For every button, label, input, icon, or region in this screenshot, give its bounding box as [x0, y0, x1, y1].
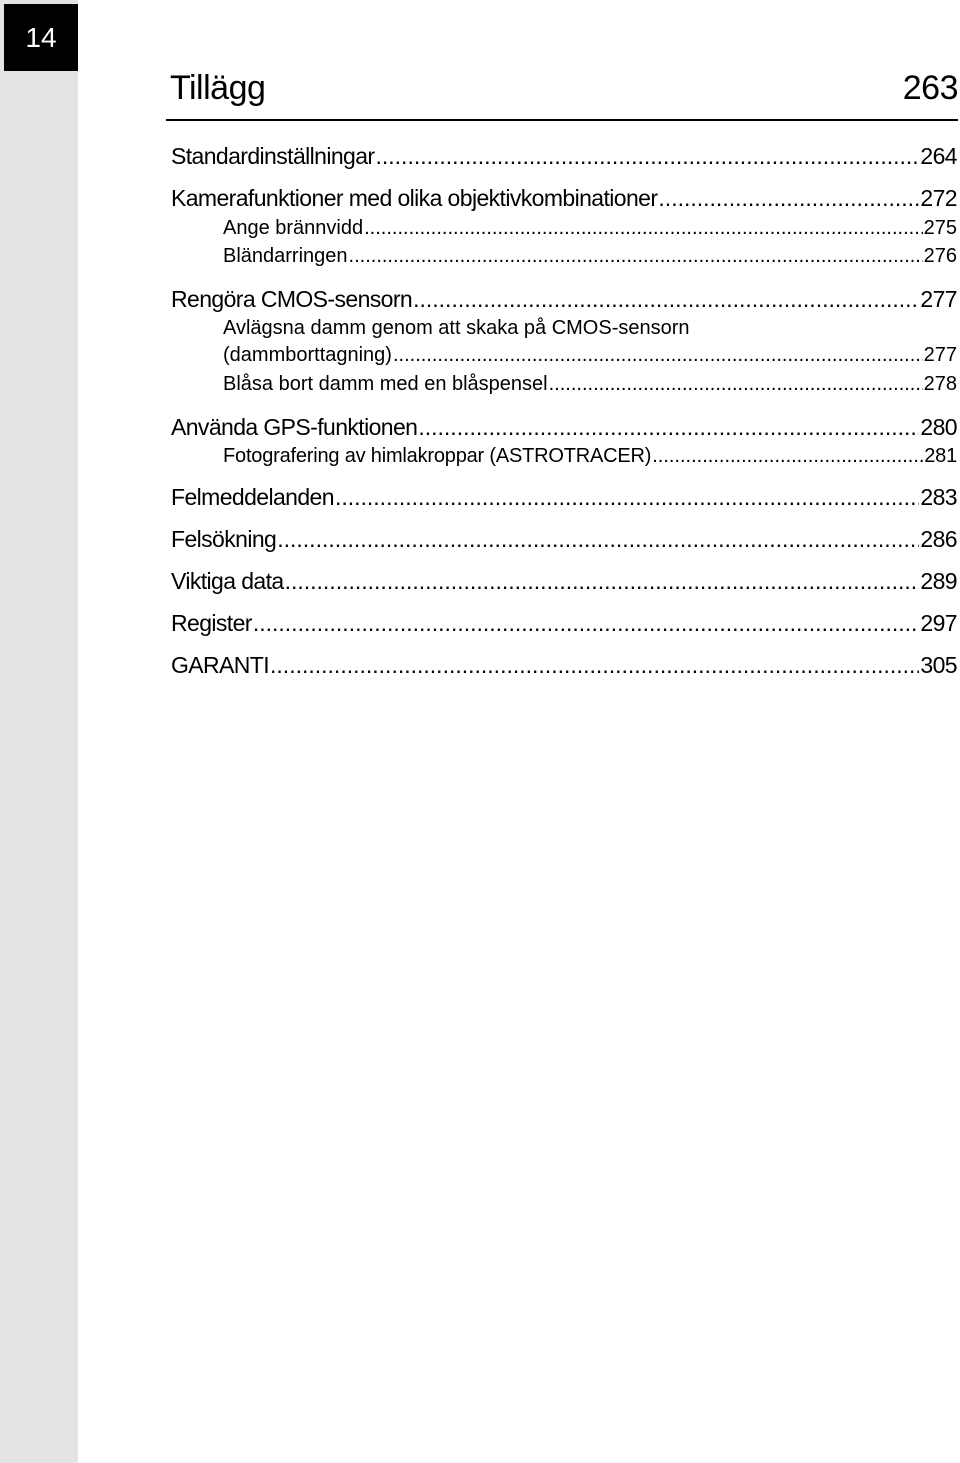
- toc-entry-page: 276: [923, 245, 957, 267]
- toc-entry-title-line1[interactable]: Avlägsna damm genom att skaka på CMOS-sensorn: [223, 317, 690, 339]
- chapter-title: Tillägg: [170, 69, 266, 107]
- toc-entry-title: Register: [171, 610, 252, 636]
- table-of-contents: [0, 0, 960, 700]
- dot-leader: [393, 342, 923, 369]
- dot-leader: [658, 183, 919, 213]
- toc-entry-felmeddelanden[interactable]: [171, 482, 957, 512]
- toc-entry-title: Felmeddelanden: [171, 484, 334, 510]
- dot-leader: [549, 371, 923, 398]
- toc-entry-blasa-bort-damm[interactable]: [223, 371, 957, 398]
- toc-entry-title: Kamerafunktioner med olika objektivkombinationer: [171, 185, 658, 211]
- toc-entry-ange-brannvidd[interactable]: [223, 215, 957, 242]
- toc-entry-astrotracer[interactable]: [223, 443, 957, 470]
- toc-entry-page: 289: [920, 568, 957, 594]
- toc-entry-page: 283: [920, 484, 957, 510]
- toc-entry-title: GARANTI: [171, 652, 270, 678]
- toc-entry-page: 281: [924, 445, 957, 467]
- toc-entry-title: Viktiga data: [171, 568, 284, 594]
- toc-entry-title: Rengöra CMOS-sensorn: [171, 286, 413, 312]
- dot-leader: [335, 482, 919, 512]
- toc-entry-page: 277: [923, 344, 957, 366]
- toc-entry-page: 277: [920, 286, 957, 312]
- toc-entry-viktiga-data[interactable]: [171, 566, 957, 596]
- toc-entry-title: Blåsa bort damm med en blåspensel: [223, 373, 548, 395]
- page-number: 14: [4, 4, 78, 71]
- dot-leader: [364, 215, 923, 242]
- chapter-page: 263: [902, 69, 958, 107]
- toc-entry-kamerafunktioner[interactable]: [171, 183, 957, 213]
- toc-entry-felsokning[interactable]: [171, 524, 957, 554]
- toc-entry-page: 280: [920, 414, 957, 440]
- toc-entry-title: Använda GPS-funktionen: [171, 414, 418, 440]
- dot-leader: [253, 608, 920, 638]
- toc-entry-page: 264: [920, 143, 957, 169]
- toc-entry-title: Felsökning: [171, 526, 277, 552]
- dot-leader: [270, 650, 919, 680]
- dot-leader: [652, 443, 923, 470]
- toc-entry-register[interactable]: [171, 608, 957, 638]
- toc-entry-page: 278: [923, 373, 957, 395]
- toc-entry-title: Ange brännvidd: [223, 217, 364, 239]
- toc-entry-page: 272: [920, 185, 957, 211]
- dot-leader: [285, 566, 920, 596]
- toc-entry-page: 297: [920, 610, 957, 636]
- dot-leader: [277, 524, 919, 554]
- toc-entry-avlagsna-damm[interactable]: [223, 342, 957, 369]
- toc-entry-anvanda-gps[interactable]: [171, 412, 957, 442]
- dot-leader: [413, 284, 919, 314]
- toc-entry-title: Standardinställningar: [171, 143, 375, 169]
- toc-entry-garanti[interactable]: [171, 650, 957, 680]
- toc-entry-title: Fotografering av himlakroppar (ASTROTRACER): [223, 445, 652, 467]
- toc-entry-page: 286: [920, 526, 957, 552]
- dot-leader: [376, 141, 920, 171]
- dot-leader: [418, 412, 919, 442]
- toc-entry-blandarringen[interactable]: [223, 243, 957, 270]
- toc-entry-page: 305: [920, 652, 957, 678]
- toc-entry-title: Bländarringen: [223, 245, 348, 267]
- toc-entry-standardinstallningar[interactable]: [171, 141, 957, 171]
- toc-entry-rengora-cmos[interactable]: [171, 284, 957, 314]
- toc-entry-title: (dammborttagning): [223, 344, 392, 366]
- dot-leader: [349, 243, 923, 270]
- toc-entry-page: 275: [923, 217, 957, 239]
